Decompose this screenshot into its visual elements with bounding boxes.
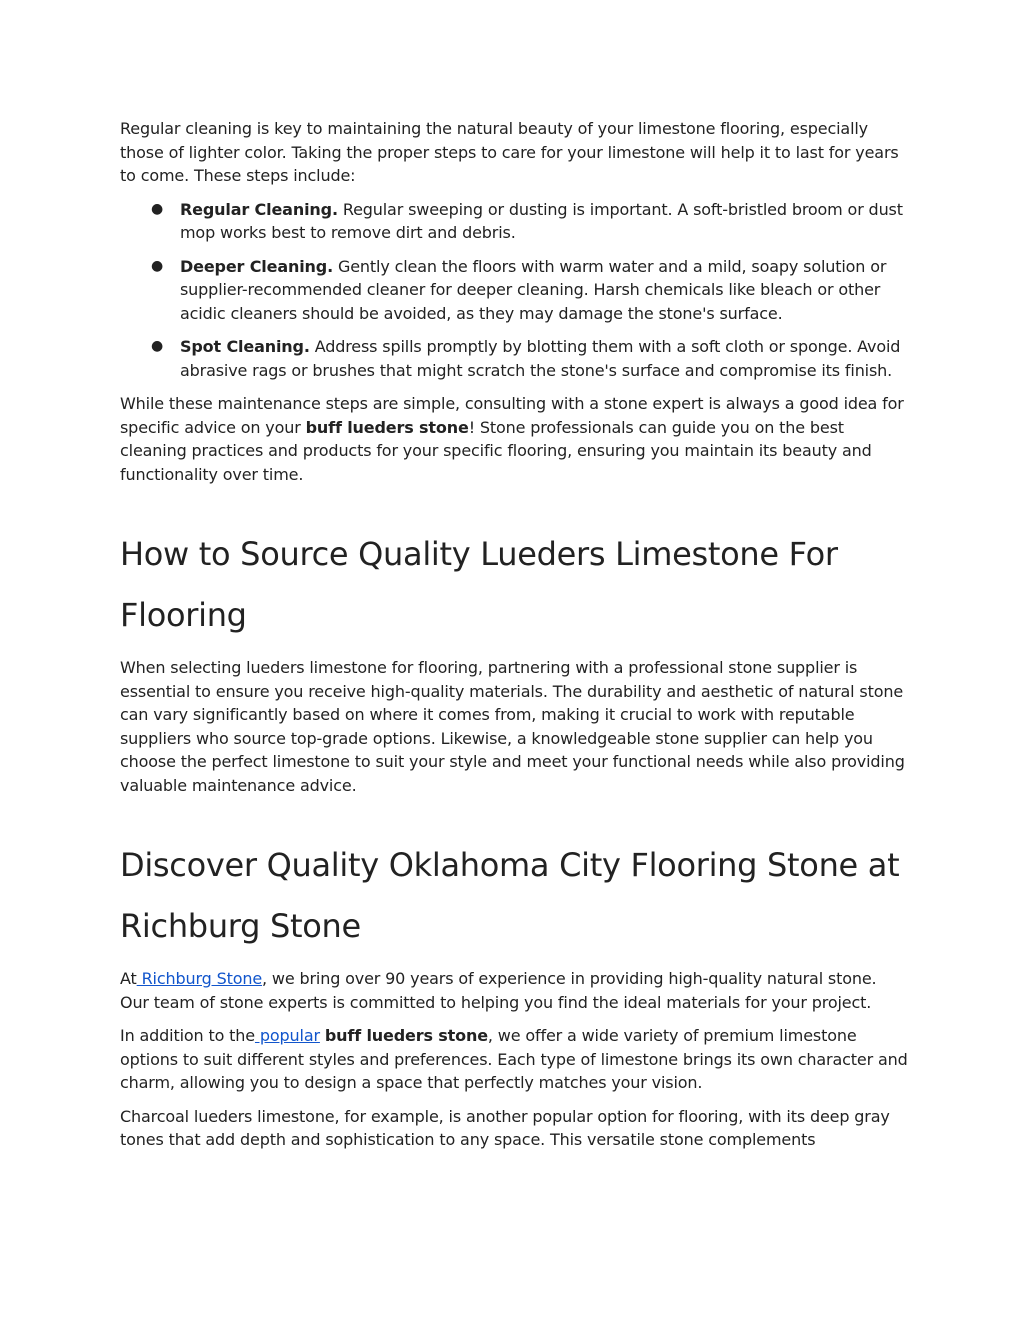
bullet-icon: ● [151,338,164,354]
offerings-text-before: In addition to the [120,1026,255,1045]
list-item [120,198,910,245]
charcoal-paragraph: Charcoal lueders limestone, for example, is another popular option for flooring, with its deep gray tones that add depth and sophistication to any space. This versatile stone complements [120,1106,890,1149]
maintenance-text-before: While these maintenance steps are simple, consulting with a stone expert is always a good idea for specific advice on your [120,394,904,437]
list-item-title: Spot Cleaning. [180,337,310,356]
list-item-text: Address spills promptly by blotting them with a soft cloth or sponge. Avoid abrasive rags or brushes that might scratch the stone's surface and compromise its finish. [180,337,901,380]
maintenance-bold-keyword: buff lueders stone [305,417,469,437]
intro-paragraph: Regular cleaning is key to maintaining the natural beauty of your limestone flooring, especially those of lighter color. Taking the proper steps to care for your limestone will help it to last for years to come. These steps include: [120,119,899,185]
offerings-bold-keyword: buff lueders stone [324,1026,488,1045]
section-heading-discover: Discover Quality Oklahoma City Flooring Stone at Richburg Stone [120,846,900,945]
document-page [120,117,910,1152]
source-paragraph: When selecting lueders limestone for flooring, partnering with a professional stone supplier is essential to ensure you receive high-quality materials. The durability and aesthetic of natural stone can vary significantly based on where it comes from, making it crucial to work with reputable suppliers who source top-grade options. Likewise, a knowledgeable stone supplier can help you choose the perfect limestone to suit your style and meet your functional needs while also providing valuable maintenance advice. [120,658,905,795]
list-item-text: Regular sweeping or dusting is important. A soft-bristled broom or dust mop works best to remove dirt and debris. [180,199,903,242]
maintenance-text-after: ! Stone professionals can guide you on the best cleaning practices and products for your specific flooring, ensuring you maintain its beauty and functionality over time. [120,417,872,484]
list-item-title: Regular Cleaning. [180,199,338,219]
richburg-intro-paragraph [120,967,910,1014]
list-item [120,335,910,382]
cleaning-steps-list [120,198,910,383]
offerings-text-after: , we offer a wide variety of premium limestone options to suit different styles and preferences. Each type of limestone brings its own character and charm, allowing you to design a space that perfectly matches your vision. [120,1026,908,1092]
offerings-paragraph [120,1024,910,1095]
richburg-text-after: , we bring over 90 years of experience in providing high-quality natural stone. Our team of stone experts is committed to helping you find the ideal materials for your project. [120,969,877,1012]
list-item [120,255,910,326]
richburg-text-before: At [120,969,137,988]
list-item-title: Deeper Cleaning. [180,256,334,276]
section-heading-source: How to Source Quality Lueders Limestone For Flooring [120,535,838,634]
bullet-icon: ● [151,257,164,274]
maintenance-paragraph [120,392,910,486]
list-item-text: Gently clean the floors with warm water and a mild, soapy solution or supplier-recommended cleaner for deeper cleaning. Harsh chemicals like bleach or other acidic cleaners should be avoided, as they may damage the stone's surface. [180,256,887,323]
popular-link[interactable]: popular [254,1026,320,1045]
richburg-stone-link[interactable]: Richburg Stone [136,969,263,988]
bullet-icon: ● [151,200,164,217]
